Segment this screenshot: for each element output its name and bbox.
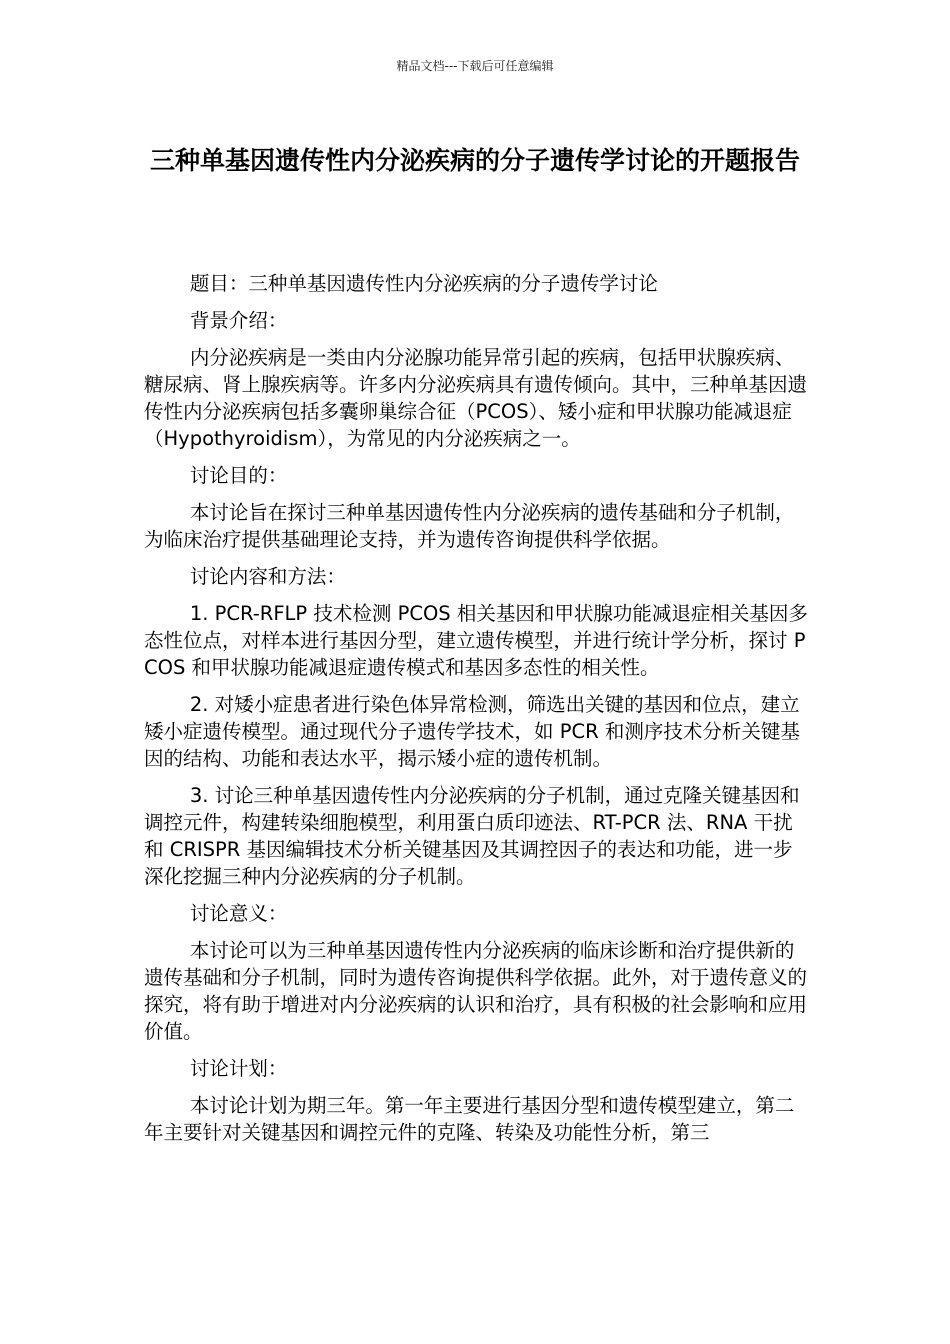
purpose-paragraph: 本讨论旨在探讨三种单基因遗传性内分泌疾病的遗传基础和分子机制，为临床治疗提供基础理论支持，并为遗传咨询提供科学依据。 bbox=[144, 501, 795, 551]
document-body bbox=[144, 270, 810, 1156]
significance-paragraph: 本讨论可以为三种单基因遗传性内分泌疾病的临床诊断和治疗提供新的遗传基础和分子机制，同时为遗传咨询提供科学依据。此外，对于遗传意义的探究，将有助于增进对内分泌疾病的认识和治疗，具有积极的社会影响和应用价值。 bbox=[144, 939, 808, 1043]
topic-line: 题目：三种单基因遗传性内分泌疾病的分子遗传学讨论 bbox=[189, 272, 658, 295]
method-item-2: 2. 对矮小症患者进行染色体异常检测，筛选出关键的基因和位点，建立矮小症遗传模型。通过现代分子遗传学技术，如 PCR 和测序技术分析关键基因的结构、功能和表达水平，揭示矮小症的遗传机制。 bbox=[144, 693, 800, 770]
method-item-3: 3. 讨论三种单基因遗传性内分泌疾病的分子机制，通过克隆关键基因和调控元件，构建转染细胞模型，利用蛋白质印迹法、RT-PCR 法、RNA 干扰和 CRISPR 基因编辑技术分析关键基因及其调控因子的表达和功能，进一步深化挖掘三种内分泌疾病的分子机制。 bbox=[144, 784, 800, 888]
background-paragraph: 内分泌疾病是一类由内分泌腺功能异常引起的疾病，包括甲状腺疾病、糖尿病、肾上腺疾病等。许多内分泌疾病具有遗传倾向。其中，三种单基因遗传性内分泌疾病包括多囊卵巢综合征（PCOS）、矮小症和甲状腺功能减退症（Hypothyroidism），为常见的内分泌疾病之一。 bbox=[144, 346, 808, 450]
section-heading-methods: 讨论内容和方法： bbox=[189, 565, 346, 588]
header-note: 精品文档---下载后可任意编辑 bbox=[396, 59, 554, 73]
method-item-1: 1. PCR-RFLP 技术检测 PCOS 相关基因和甲状腺功能减退症相关基因多态性位点，对样本进行基因分型，建立遗传模型，并进行统计学分析，探讨 PCOS 和甲状腺功能减退症遗传模式和基因多态性的相关性。 bbox=[144, 602, 808, 679]
section-heading-plan: 讨论计划： bbox=[189, 1057, 288, 1080]
section-heading-background: 背景介绍： bbox=[189, 309, 288, 332]
document-title: 三种单基因遗传性内分泌疾病的分子遗传学讨论的开题报告 bbox=[149, 146, 800, 175]
section-heading-purpose: 讨论目的： bbox=[189, 464, 288, 487]
section-heading-significance: 讨论意义： bbox=[189, 902, 288, 925]
plan-paragraph: 本讨论计划为期三年。第一年主要进行基因分型和遗传模型建立，第二年主要针对关键基因和调控元件的克隆、转染及功能性分析，第三 bbox=[144, 1094, 795, 1144]
